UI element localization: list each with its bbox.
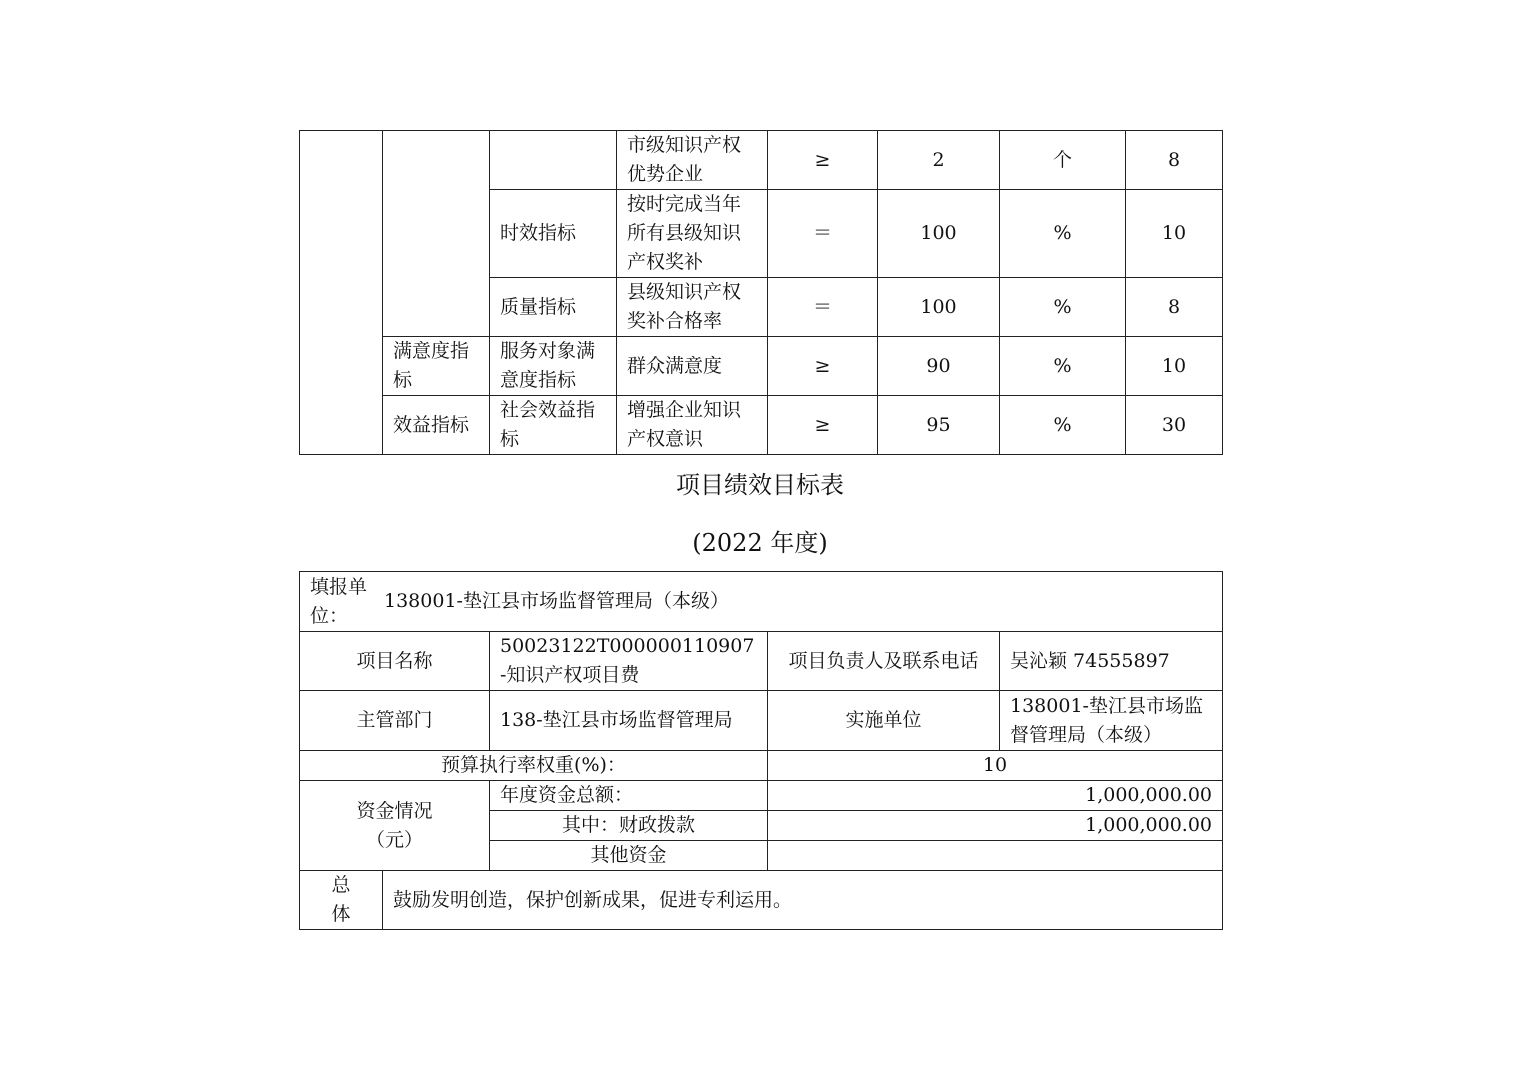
indicator-name: 增强企业知识产权意识 [617,396,768,455]
operator-cell: ＝ [768,190,878,278]
unit-cell: % [1000,278,1126,337]
impl-unit-label: 实施单位 [768,691,1000,751]
operator-cell: ≥ [768,131,878,190]
fund-label: 资金情况（元） [300,781,490,871]
level3-cell: 质量指标 [490,278,617,337]
project-name-value: 50023122T000000110907-知识产权项目费 [490,632,768,691]
level3-cell: 服务对象满意度指标 [490,337,617,396]
level3-cell: 社会效益指标 [490,396,617,455]
indicator-name: 群众满意度 [617,337,768,396]
score-cell: 8 [1126,278,1223,337]
table-row [300,632,1223,691]
reporting-unit-label: 填报单位： [310,575,368,627]
table-row [300,751,1223,781]
value-cell: 100 [878,278,1000,337]
weight-value: 10 [768,751,1223,781]
level3-cell: 时效指标 [490,190,617,278]
fund-other-label: 其他资金 [490,841,768,871]
value-cell: 2 [878,131,1000,190]
project-table [299,571,1223,930]
page-title: 项目绩效目标表 [676,471,844,499]
table-row [300,691,1223,751]
page-subtitle: (2022 年度) [692,529,828,557]
unit-cell: % [1000,396,1126,455]
value-cell: 100 [878,190,1000,278]
contact-label: 项目负责人及联系电话 [768,632,1000,691]
overall-goal-label: 总体 [300,871,383,930]
fund-fiscal-value: 1,000,000.00 [768,811,1223,841]
fund-total-value: 1,000,000.00 [768,781,1223,811]
value-cell: 95 [878,396,1000,455]
fund-fiscal-label: 其中：财政拨款 [490,811,768,841]
indicator-table [299,130,1223,455]
unit-cell: 个 [1000,131,1126,190]
reporting-unit-row [300,572,1223,632]
dept-value: 138-垫江县市场监督管理局 [490,691,768,751]
reporting-unit-value: 138001-垫江县市场监督管理局（本级） [384,590,729,612]
table-row [300,871,1223,930]
fund-other-value [768,841,1223,871]
contact-value: 吴沁颖 74555897 [1000,632,1223,691]
level2-cell: 满意度指标 [383,337,490,396]
score-cell: 10 [1126,337,1223,396]
dept-label: 主管部门 [300,691,490,751]
table-row [300,572,1223,632]
unit-cell: % [1000,190,1126,278]
impl-unit-value: 138001-垫江县市场监督管理局（本级） [1000,691,1223,751]
overall-goal-value: 鼓励发明创造，保护创新成果，促进专利运用。 [383,871,1223,930]
level2-cell [383,131,490,337]
table-row [300,337,1223,396]
table-row [300,781,1223,811]
indicator-name: 市级知识产权优势企业 [617,131,768,190]
score-cell: 10 [1126,190,1223,278]
operator-cell: ≥ [768,396,878,455]
unit-cell: % [1000,337,1126,396]
project-name-label: 项目名称 [300,632,490,691]
indicator-name: 县级知识产权奖补合格率 [617,278,768,337]
score-cell: 8 [1126,131,1223,190]
level3-cell [490,131,617,190]
operator-cell: ≥ [768,337,878,396]
value-cell: 90 [878,337,1000,396]
table-row [300,396,1223,455]
operator-cell: ＝ [768,278,878,337]
level2-cell: 效益指标 [383,396,490,455]
table-row [300,131,1223,190]
fund-total-label: 年度资金总额： [490,781,768,811]
score-cell: 30 [1126,396,1223,455]
indicator-name: 按时完成当年所有县级知识产权奖补 [617,190,768,278]
level1-cell [300,131,383,455]
weight-label: 预算执行率权重(%)： [300,751,768,781]
